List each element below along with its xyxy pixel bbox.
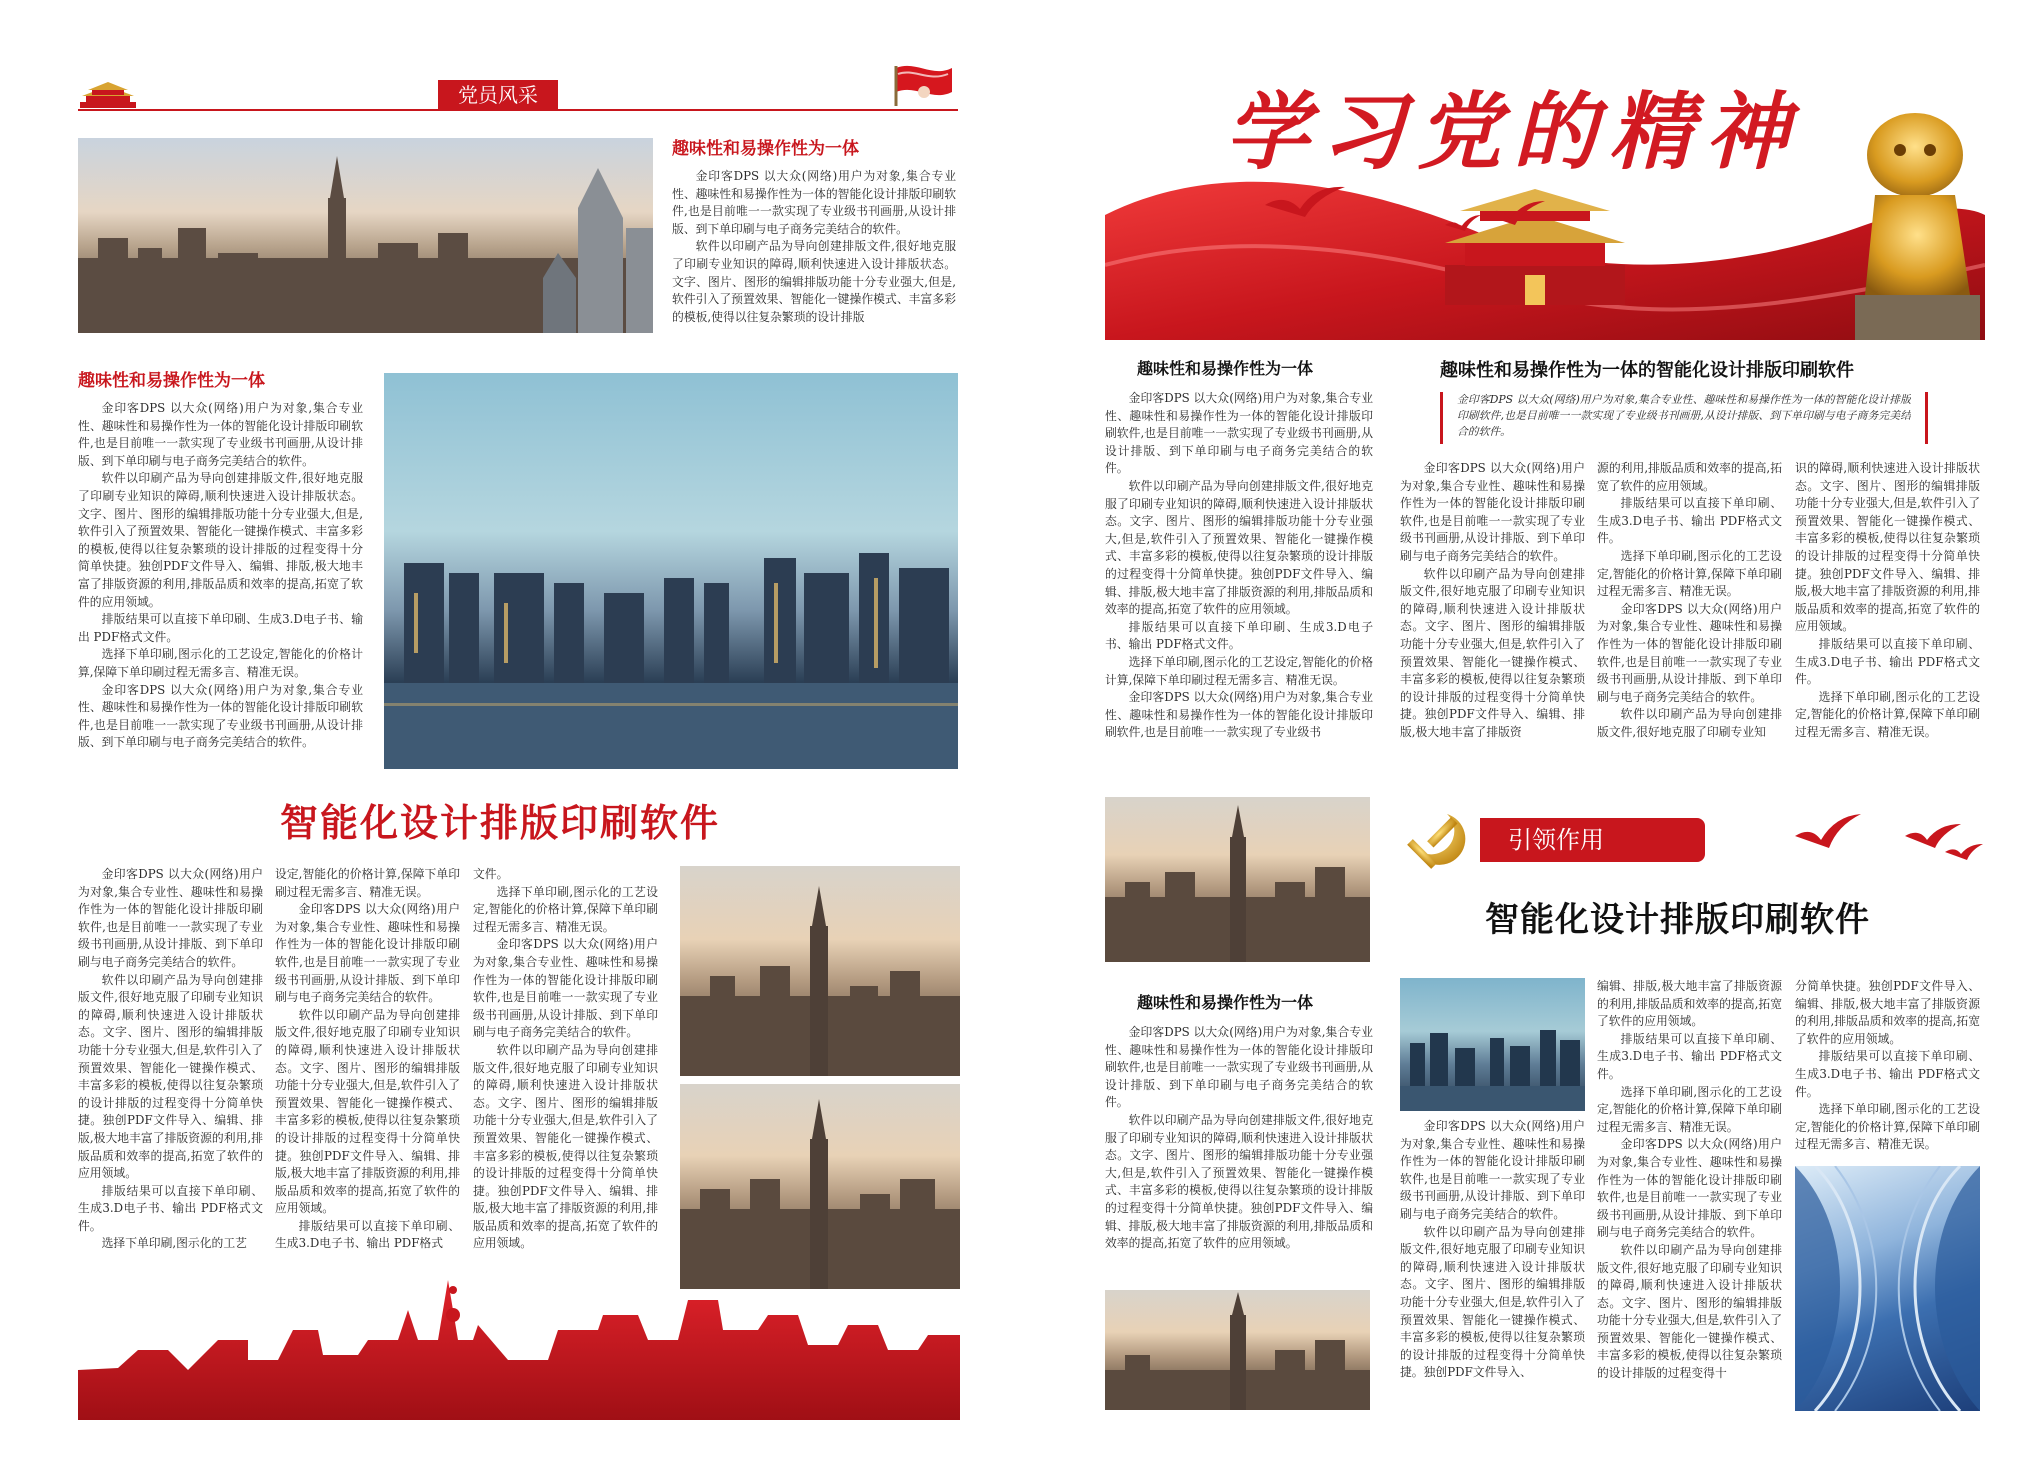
paragraph: 金印客DPS 以大众(网络)用户为对象,集合专业性、趣味性和易操作性为一体的智能化设计排版印刷软件,也是目前唯一一款实现了专业级书刊画册,从设计排版、到下单印刷与电子商务完美结合的软件。 [1597, 601, 1782, 704]
paragraph: 金印客DPS 以大众(网络)用户为对象,集合专业性、趣味性和易操作性为一体的智能化设计排版印刷软件,也是目前唯一一款实现了专业级书刊画册,从设计排版、到下单印刷与电子商务完美结合的软件。 [78, 867, 263, 969]
paragraph: 排版结果可以直接下单印刷、生成3.D电子书、输出 PDF格式文件。 [1795, 636, 1980, 687]
paragraph: 选择下单印刷,图示化的工艺 [101, 1236, 247, 1251]
right-article2-col3 [1795, 460, 1980, 774]
curved-building-graphic [1795, 1166, 1980, 1411]
stone-lion-image [1845, 95, 1985, 340]
architecture-photo [1795, 1166, 1980, 1411]
article1-body [672, 168, 956, 340]
skyline-graphic [1105, 797, 1370, 962]
paragraph: 编辑、排版,极大地丰富了排版资源的利用,排版品质和效率的提高,拓宽了软件的应用领域。 [1597, 979, 1782, 1029]
tiananmen-icon [78, 80, 138, 110]
paragraph: 软件以印刷产品为导向创建排版文件,很好地克服了印刷专业知识的障碍,顺利快速进入设计排版状态。文字、图片、图形的编辑排版功能十分专业强大,但是,软件引入了预置效果、智能化一键操作模式、丰富多彩的模板,使得以往复杂繁琐的设计排版的过程变得十分简单快捷。独创PDF文件导入、编辑、排版,极大地丰富了排版资源的利用,排版品质和效率的提高,拓宽了软件的应用领域。 [1105, 478, 1373, 617]
paragraph: 设定,智能化的价格计算,保障下单印刷过程无需多言、精准无误。 [275, 867, 460, 899]
paragraph: 文件。 [473, 867, 509, 881]
paragraph: 金印客DPS 以大众(网络)用户为对象,集合专业性、趣味性和易操作性为一体的智能化设计排版印刷软件,也是目前唯一一款实现了专业级书刊画册,从设计排版、到下单印刷与电子商务完美结合的软件。 [1597, 1137, 1782, 1240]
paragraph: 金印客DPS 以大众(网络)用户为对象,集合专业性、趣味性和易操作性为一体的智能化设计排版印刷软件,也是目前唯一一款实现了专业级书刊画册,从设计排版、到下单印刷与电子商务完美结合的软件。 [473, 937, 658, 1040]
masthead-title: 学习党的精神 [1225, 82, 1802, 181]
quote-text: 金印客DPS 以大众(网络)用户为对象,集合专业性、趣味性和易操作性为一体的智能化设计排版印刷软件,也是目前唯一一款实现了专业级书刊画册,从设计排版、到下单印刷与电子商务完美结合的软件。 [1457, 393, 1911, 438]
paragraph: 选择下单印刷,图示化的工艺设定,智能化的价格计算,保障下单印刷过程无需多言、精准无误。 [78, 647, 363, 679]
article1-title: 趣味性和易操作性为一体 [672, 139, 859, 159]
right-article2-col1 [1400, 460, 1585, 774]
paragraph: 选择下单印刷,图示化的工艺设定,智能化的价格计算,保障下单印刷过程无需多言、精准无误。 [1795, 689, 1980, 739]
paragraph: 金印客DPS 以大众(网络)用户为对象,集合专业性、趣味性和易操作性为一体的智能化设计排版印刷软件,也是目前唯一一款实现了专业级书刊画册,从设计排版、到下单印刷与电子商务完美结合的软件。 [1105, 1025, 1373, 1110]
paragraph: 源的利用,排版品质和效率的提高,拓宽了软件的应用领域。 [1597, 461, 1782, 493]
city-photo-top [78, 138, 653, 333]
paragraph: 软件以印刷产品为导向创建排版文件,很好地克服了印刷专业知 [1597, 707, 1782, 739]
paragraph: 排版结果可以直接下单印刷、生成3.D电子书、输出 PDF格式文件。 [78, 1183, 263, 1233]
flying-birds [1255, 175, 1555, 245]
paragraph: 软件以印刷产品为导向创建排版文件,很好地克服了印刷专业知识的障碍,顺利快速进入设计排版状态。文字、图片、图形的编辑排版功能十分专业强大,但是,软件引入了预置效果、智能化一键操作模式、丰富多彩的模板,使得以往复杂繁琐的设计排版的过程变得十分简单快捷。独创PDF文件导入、编辑、排版,极大地丰富了排版资源的利用,排版品质和效率的提高,拓宽了软件的应用领域。 [78, 471, 363, 609]
paragraph: 金印客DPS 以大众(网络)用户为对象,集合专业性、趣味性和易操作性为一体的智能化设计排版印刷软件,也是目前唯一一款实现了专业级书刊画册,从设计排版、到下单印刷与电子商务完美结合的软件。 [672, 169, 956, 236]
right-headline: 智能化设计排版印刷软件 [1485, 900, 1870, 940]
paragraph: 分简单快捷。独创PDF文件导入、编辑、排版,极大地丰富了排版资源的利用,排版品质和效率的提高,拓宽了软件的应用领域。 [1795, 979, 1980, 1046]
red-flag-icon [888, 62, 958, 106]
paragraph: 软件以印刷产品为导向创建排版文件,很好地克服了印刷专业知识的障碍,顺利快速进入设计排版状态。文字、图片、图形的编辑排版功能十分专业强大,但是,软件引入了预置效果、智能化一键操作模式、丰富多彩的模板,使得以往复杂繁琐的设计排版的过程变得十分简单快捷。独创PDF文件导入、编辑、排版,极大地丰富了排版资源的利用,排版品质和效率的提高,拓宽了软件的应用领域。 [78, 972, 263, 1181]
paragraph: 软件以印刷产品为导向创建排版文件,很好地克服了印刷专业知识的障碍,顺利快速进入设计排版状态。文字、图片、图形的编辑排版功能十分专业强大,但是,软件引入了预置效果、智能化一键操作模式、丰富多彩的模板,使得以往复杂繁琐的设计排版的过程变得十分简单快捷。独创PDF文件导入、编辑、排版,极大地丰富了排版资源的利用,排版品质和效率的提高,拓宽了软件的应用领域。 [1105, 1112, 1373, 1251]
paragraph: 排版结果可以直接下单印刷、生成3.D电子书、输出 PDF格式 [275, 1218, 460, 1251]
right-article2-col2 [1597, 460, 1782, 774]
right-article3-title: 趣味性和易操作性为一体 [1137, 993, 1314, 1012]
paragraph: 排版结果可以直接下单印刷、生成3.D电子书、输出 PDF格式文件。 [1105, 619, 1373, 652]
paragraph: 软件以印刷产品为导向创建排版文件,很好地克服了印刷专业知识的障碍,顺利快速进入设计排版状态。文字、图片、图形的编辑排版功能十分专业强大,但是,软件引入了预置效果、智能化一键操作模式、丰富多彩的模板,使得以往复杂繁琐的设计排版的过程变得十分简单快捷。独创PDF文件导入、 [1400, 1224, 1585, 1380]
paragraph: 金印客DPS 以大众(网络)用户为对象,集合专业性、趣味性和易操作性为一体的智能化设计排版印刷软件,也是目前唯一一款实现了专业级书刊画册,从设计排版、到下单印刷与电子商务完美结合的软件。 [275, 902, 460, 1005]
right-article3-body [1105, 1024, 1373, 1279]
section-tab: 党员风采 [438, 80, 558, 110]
paragraph: 选择下单印刷,图示化的工艺设定,智能化的价格计算,保障下单印刷过程无需多言、精准无误。 [1105, 654, 1373, 687]
section-tab-leading: 引领作用 [1480, 818, 1705, 862]
paragraph: 选择下单印刷,图示化的工艺设定,智能化的价格计算,保障下单印刷过程无需多言、精准无误。 [1597, 548, 1782, 599]
flying-birds [1785, 806, 1985, 866]
paragraph: 金印客DPS 以大众(网络)用户为对象,集合专业性、趣味性和易操作性为一体的智能化设计排版印刷软件,也是目前唯一一款实现了专业级书刊画册,从设计排版、到下单印刷与电子商务完美结合的软件。 [78, 682, 363, 750]
paragraph: 金印客DPS 以大众(网络)用户为对象,集合专业性、趣味性和易操作性为一体的智能化设计排版印刷软件,也是目前唯一一款实现了专业级书刊画册,从设计排版、到下单印刷与电子商务完美结合的软件。 [78, 401, 363, 468]
right-city-photo-2 [1105, 1290, 1370, 1410]
right-city-photo-1 [1105, 797, 1370, 962]
skyline-graphic [1105, 1290, 1370, 1410]
hammer-sickle-emblem [1395, 798, 1475, 878]
paragraph: 排版结果可以直接下单印刷、生成3.D电子书、输出 PDF格式文件。 [1597, 496, 1782, 546]
paragraph: 金印客DPS 以大众(网络)用户为对象,集合专业性、趣味性和易操作性为一体的智能化设计排版印刷软件,也是目前唯一一款实现了专业级书刊画册,从设计排版、到下单印刷与电子商务完美结合的软件。 [1400, 461, 1585, 563]
left-column-3 [473, 866, 658, 1286]
paragraph: 软件以印刷产品为导向创建排版文件,很好地克服了印刷专业知识的障碍,顺利快速进入设计排版状态。文字、图片、图形的编辑排版功能十分专业强大,但是,软件引入了预置效果、智能化一键操作模式、丰富多彩的模板,使得以往复杂繁琐的设计排版的过程变得十分简单快捷。独创PDF文件导入、编辑、排版,极大地丰富了排版资 [1400, 566, 1585, 739]
right-harbor-photo [1400, 978, 1585, 1111]
paragraph: 软件以印刷产品为导向创建排版文件,很好地克服了印刷专业知识的障碍,顺利快速进入设计排版状态。文字、图片、图形的编辑排版功能十分专业强大,但是,软件引入了预置效果、智能化一键操作模式、丰富多彩的模板,使得以往复杂繁琐的设计排版的过程变得十 [1597, 1242, 1782, 1381]
paragraph: 识的障碍,顺利快速进入设计排版状态。文字、图片、图形的编辑排版功能十分专业强大,但是,软件引入了预置效果、智能化一键操作模式、丰富多彩的模板,使得以往复杂繁琐的设计排版的过程变得十分简单快捷。独创PDF文件导入、编辑、排版,极大地丰富了排版资源的利用,排版品质和效率的提高,拓宽了软件的应用领域。 [1795, 461, 1980, 634]
left-header [78, 80, 958, 114]
article2-body [78, 400, 363, 768]
masthead-banner [1105, 65, 1985, 340]
paragraph: 金印客DPS 以大众(网络)用户为对象,集合专业性、趣味性和易操作性为一体的智能化设计排版印刷软件,也是目前唯一一款实现了专业级书刊画册,从设计排版、到下单印刷与电子商务完美结合的软件。 [1105, 391, 1373, 476]
right-article1-body [1105, 390, 1373, 786]
left-headline: 智能化设计排版印刷软件 [280, 801, 721, 845]
paragraph: 排版结果可以直接下单印刷、生成3.D电子书、输出 PDF格式文件。 [1795, 1049, 1980, 1099]
right-article4-col3 [1795, 978, 1980, 1158]
city-photo-small-1 [680, 866, 960, 1076]
right-article4-col1 [1400, 1118, 1585, 1412]
quote-box [1440, 392, 1928, 444]
paragraph: 金印客DPS 以大众(网络)用户为对象,集合专业性、趣味性和易操作性为一体的智能化设计排版印刷软件,也是目前唯一一款实现了专业级书 [1105, 690, 1373, 740]
paragraph: 软件以印刷产品为导向创建排版文件,很好地克服了印刷专业知识的障碍,顺利快速进入设计排版状态。文字、图片、图形的编辑排版功能十分专业强大,但是,软件引入了预置效果、智能化一键操作模式、丰富多彩的模板,使得以往复杂繁琐的设计排版的过程变得十分简单快捷。独创PDF文件导入、编辑、排版,极大地丰富了排版资源的利用,排版品质和效率的提高,拓宽了软件的应用领域。 [473, 1042, 658, 1251]
left-column-1 [78, 866, 263, 1286]
paragraph: 选择下单印刷,图示化的工艺设定,智能化的价格计算,保障下单印刷过程无需多言、精准无误。 [1597, 1084, 1782, 1134]
skyline-graphic [78, 138, 653, 333]
right-article1-title: 趣味性和易操作性为一体 [1137, 359, 1314, 378]
skyline-graphic [680, 1084, 960, 1289]
paragraph: 软件以印刷产品为导向创建排版文件,很好地克服了印刷专业知识的障碍,顺利快速进入设计排版状态。文字、图片、图形的编辑排版功能十分专业强大,但是,软件引入了预置效果、智能化一键操作模式、丰富多彩的模板,使得以往复杂繁琐的设计排版的过程变得十分简单快捷。独创PDF文件导入、编辑、排版,极大地丰富了排版资源的利用,排版品质和效率的提高,拓宽了软件的应用领域。 [275, 1007, 460, 1216]
harbor-skyline-graphic [384, 373, 958, 769]
article2-title: 趣味性和易操作性为一体 [78, 371, 265, 391]
city-photo-harbor [384, 373, 958, 769]
paragraph: 选择下单印刷,图示化的工艺设定,智能化的价格计算,保障下单印刷过程无需多言、精准无误。 [473, 884, 658, 934]
right-article2-title: 趣味性和易操作性为一体的智能化设计排版印刷软件 [1440, 360, 1854, 381]
paragraph: 排版结果可以直接下单印刷、生成3.D电子书、输出 PDF格式文件。 [78, 612, 363, 644]
harbor-skyline-graphic [1400, 978, 1585, 1111]
skyline-graphic [680, 866, 960, 1076]
paragraph: 选择下单印刷,图示化的工艺设定,智能化的价格计算,保障下单印刷过程无需多言、精准无误。 [1795, 1102, 1980, 1152]
paragraph: 软件以印刷产品为导向创建排版文件,很好地克服了印刷专业知识的障碍,顺利快速进入设计排版状态。文字、图片、图形的编辑排版功能十分专业强大,但是,软件引入了预置效果、智能化一键操作模式、丰富多彩的模板,使得以往复杂繁琐的设计排版 [672, 239, 956, 324]
paragraph: 排版结果可以直接下单印刷、生成3.D电子书、输出 PDF格式文件。 [1597, 1031, 1782, 1081]
paragraph: 金印客DPS 以大众(网络)用户为对象,集合专业性、趣味性和易操作性为一体的智能化设计排版印刷软件,也是目前唯一一款实现了专业级书刊画册,从设计排版、到下单印刷与电子商务完美结合的软件。 [1400, 1119, 1585, 1221]
city-photo-small-2 [680, 1084, 960, 1289]
red-skyline-footer [78, 1270, 960, 1420]
left-column-2 [275, 866, 460, 1286]
leading-role-section [1395, 798, 1985, 878]
right-article4-col2 [1597, 978, 1782, 1412]
